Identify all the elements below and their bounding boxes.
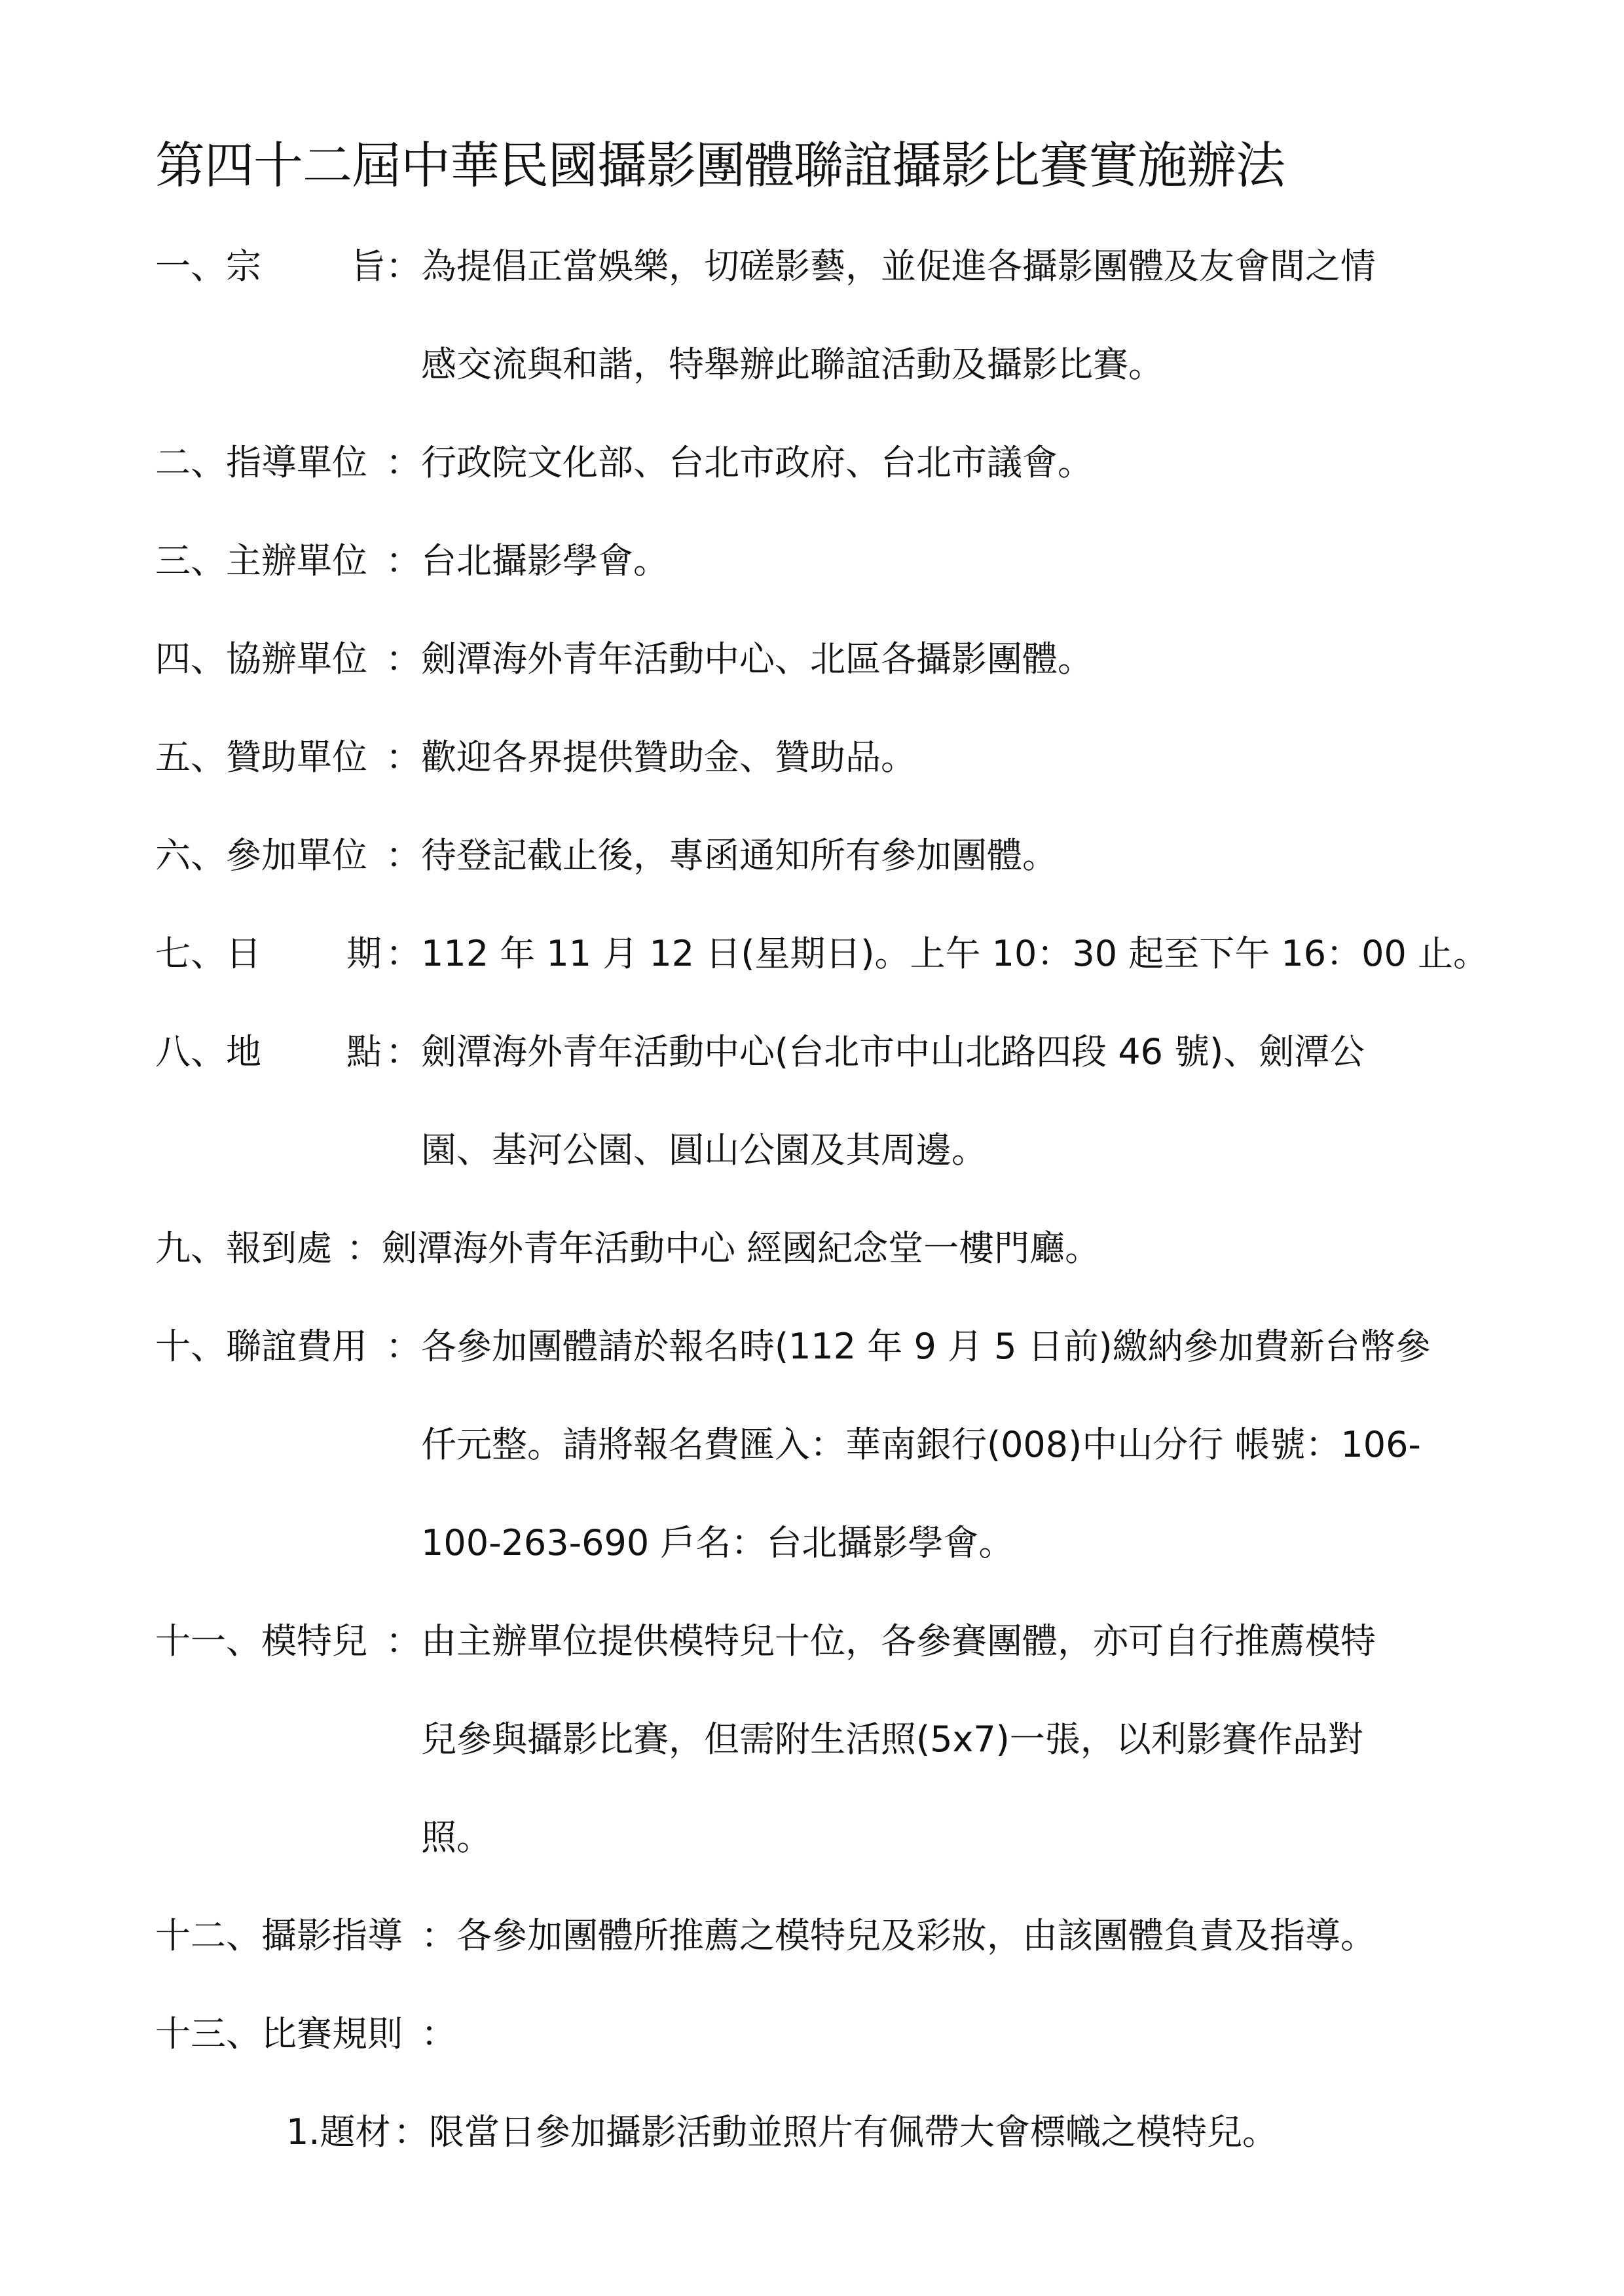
section-check-in-text: 劍潭海外青年活動中心 經國紀念堂一樓門廳。	[382, 1228, 1101, 1269]
document-title: 第四十二屆中華民國攝影團體聯誼攝影比賽實施辦法	[155, 136, 1285, 194]
section-fees-line-1: 各參加團體請於報名時(112 年 9 月 5 日前)繳納參加費新台幣參	[421, 1326, 1431, 1367]
section-participants-text: 待登記截止後，專函通知所有參加團體。	[421, 835, 1058, 876]
section-guidance-unit-text: 行政院文化部、台北市政府、台北市議會。	[421, 442, 1093, 483]
section-competition-rules-colon: ：	[421, 2013, 456, 2054]
section-models-line-1: 由主辦單位提供模特兒十位，各參賽團體，亦可自行推薦模特	[421, 1620, 1376, 1662]
section-purpose-label: 一、宗	[155, 246, 261, 287]
section-date-label-end: 期	[346, 933, 382, 974]
section-organizer-label: 三、主辦單位	[155, 540, 367, 581]
section-sponsor-text: 歡迎各界提供贊助金、贊助品。	[421, 737, 916, 778]
rule-subject-text: 限當日參加攝影活動並照片有佩帶大會標幟之模特兒。	[429, 2111, 1278, 2153]
section-fees-label: 十、聯誼費用	[155, 1326, 367, 1367]
section-venue-label-end: 點	[346, 1031, 382, 1072]
section-check-in-label: 九、報到處	[155, 1228, 332, 1269]
section-purpose-line-1: 為提倡正當娛樂，切磋影藝，並促進各攝影團體及友會間之情	[421, 246, 1376, 287]
section-competition-rules-label: 十三、比賽規則	[155, 2013, 403, 2054]
section-fees-colon: ：	[386, 1326, 421, 1367]
section-purpose-colon: ：	[386, 246, 421, 287]
section-participants-colon: ：	[386, 835, 421, 876]
section-co-organizer-label: 四、協辦單位	[155, 638, 367, 680]
section-date-colon: ：	[386, 933, 421, 974]
section-co-organizer-colon: ：	[386, 638, 421, 680]
section-date-label: 七、日	[155, 933, 261, 974]
section-guidance-unit-label: 二、指導單位	[155, 442, 367, 483]
rule-subject-label: 1.題材	[286, 2111, 391, 2153]
section-photo-guidance-label: 十二、攝影指導	[155, 1915, 403, 1956]
section-sponsor-label: 五、贊助單位	[155, 737, 367, 778]
section-guidance-unit-colon: ：	[386, 442, 421, 483]
section-venue-colon: ：	[386, 1031, 421, 1072]
section-sponsor-colon: ：	[386, 737, 421, 778]
section-date-text: 112 年 11 月 12 日(星期日)。上午 10：30 起至下午 16：00 止。	[421, 933, 1488, 974]
section-fees-line-3: 100-263-690 戶名：台北攝影學會。	[421, 1522, 1014, 1563]
section-organizer-colon: ：	[386, 540, 421, 581]
section-venue-label: 八、地	[155, 1031, 261, 1072]
section-models-label: 十一、模特兒	[155, 1620, 367, 1662]
section-models-line-2: 兒參與攝影比賽，但需附生活照(5x7)一張，以利影賽作品對	[421, 1719, 1363, 1760]
section-photo-guidance-colon: ：	[421, 1915, 456, 1956]
section-fees-line-2: 仟元整。請將報名費匯入：華南銀行(008)中山分行 帳號：106-	[421, 1424, 1421, 1465]
section-co-organizer-text: 劍潭海外青年活動中心、北區各攝影團體。	[421, 638, 1093, 680]
section-purpose-line-2: 感交流與和諧，特舉辦此聯誼活動及攝影比賽。	[421, 344, 1164, 385]
section-purpose-label-end: 旨	[350, 246, 386, 287]
rule-subject-colon: ：	[394, 2111, 429, 2153]
section-models-line-3: 照。	[421, 1817, 492, 1858]
section-venue-line-2: 園、基河公園、圓山公園及其周邊。	[421, 1129, 987, 1171]
section-venue-line-1: 劍潭海外青年活動中心(台北市中山北路四段 46 號)、劍潭公	[421, 1031, 1365, 1072]
section-photo-guidance-text: 各參加團體所推薦之模特兒及彩妝，由該團體負責及指導。	[456, 1915, 1376, 1956]
section-participants-label: 六、參加單位	[155, 835, 367, 876]
section-models-colon: ：	[386, 1620, 421, 1662]
section-check-in-colon: ：	[346, 1228, 382, 1269]
section-organizer-text: 台北攝影學會。	[421, 540, 669, 581]
